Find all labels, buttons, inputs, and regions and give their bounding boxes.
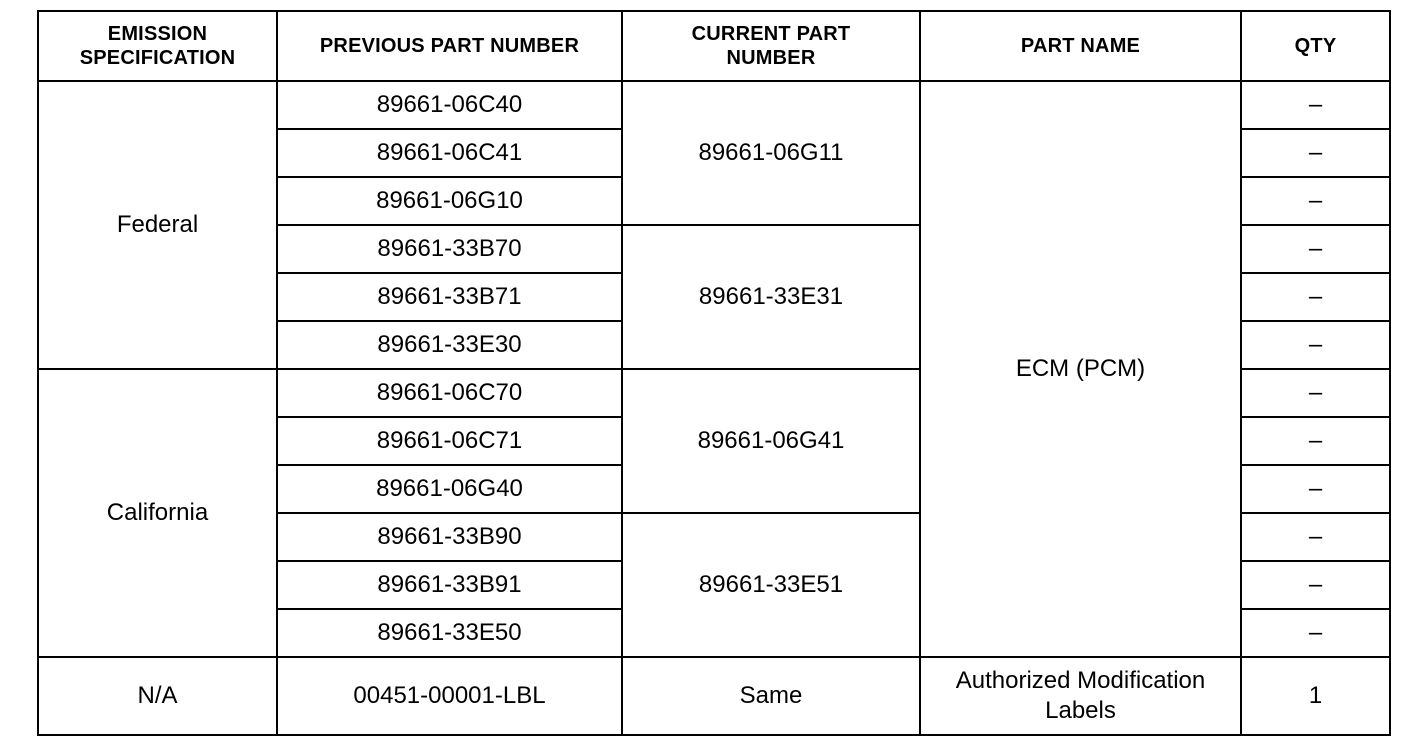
previous-part-cell: 89661-33B70 — [277, 225, 622, 273]
emission-spec-cell-federal: Federal — [38, 81, 277, 369]
current-part-cell: Same — [622, 657, 920, 735]
qty-cell: – — [1241, 81, 1390, 129]
emission-spec-cell-na: N/A — [38, 657, 277, 735]
previous-part-cell: 89661-06G40 — [277, 465, 622, 513]
table-row — [38, 81, 1390, 129]
previous-part-cell: 89661-06G10 — [277, 177, 622, 225]
emission-spec-cell-california: California — [38, 369, 277, 657]
header-qty: QTY — [1241, 11, 1390, 81]
qty-cell: 1 — [1241, 657, 1390, 735]
previous-part-cell: 89661-06C40 — [277, 81, 622, 129]
previous-part-cell: 89661-06C71 — [277, 417, 622, 465]
previous-part-cell: 89661-06C41 — [277, 129, 622, 177]
qty-cell: – — [1241, 513, 1390, 561]
previous-part-cell: 89661-06C70 — [277, 369, 622, 417]
previous-part-cell: 00451-00001-LBL — [277, 657, 622, 735]
qty-cell: – — [1241, 465, 1390, 513]
header-previous-part-number: PREVIOUS PART NUMBER — [277, 11, 622, 81]
previous-part-cell: 89661-33B90 — [277, 513, 622, 561]
qty-cell: – — [1241, 321, 1390, 369]
header-current-part-number: CURRENT PART NUMBER — [622, 11, 920, 81]
header-emission-specification: EMISSION SPECIFICATION — [38, 11, 277, 81]
parts-table — [37, 10, 1391, 736]
table-row-labels — [38, 657, 1390, 735]
header-part-name: PART NAME — [920, 11, 1241, 81]
header-row — [38, 11, 1390, 81]
previous-part-cell: 89661-33E50 — [277, 609, 622, 657]
part-name-labels-text: Authorized Modification Labels — [955, 667, 1206, 724]
previous-part-cell: 89661-33B91 — [277, 561, 622, 609]
qty-cell: – — [1241, 609, 1390, 657]
previous-part-cell: 89661-33B71 — [277, 273, 622, 321]
qty-cell: – — [1241, 369, 1390, 417]
qty-cell: – — [1241, 273, 1390, 321]
current-part-cell: 89661-33E31 — [622, 225, 920, 369]
qty-cell: – — [1241, 561, 1390, 609]
current-part-cell: 89661-33E51 — [622, 513, 920, 657]
qty-cell: – — [1241, 417, 1390, 465]
part-name-cell-labels — [920, 657, 1241, 735]
qty-cell: – — [1241, 177, 1390, 225]
part-name-cell-ecm: ECM (PCM) — [920, 81, 1241, 657]
current-part-cell: 89661-06G41 — [622, 369, 920, 513]
previous-part-cell: 89661-33E30 — [277, 321, 622, 369]
qty-cell: – — [1241, 225, 1390, 273]
qty-cell: – — [1241, 129, 1390, 177]
current-part-cell: 89661-06G11 — [622, 81, 920, 225]
